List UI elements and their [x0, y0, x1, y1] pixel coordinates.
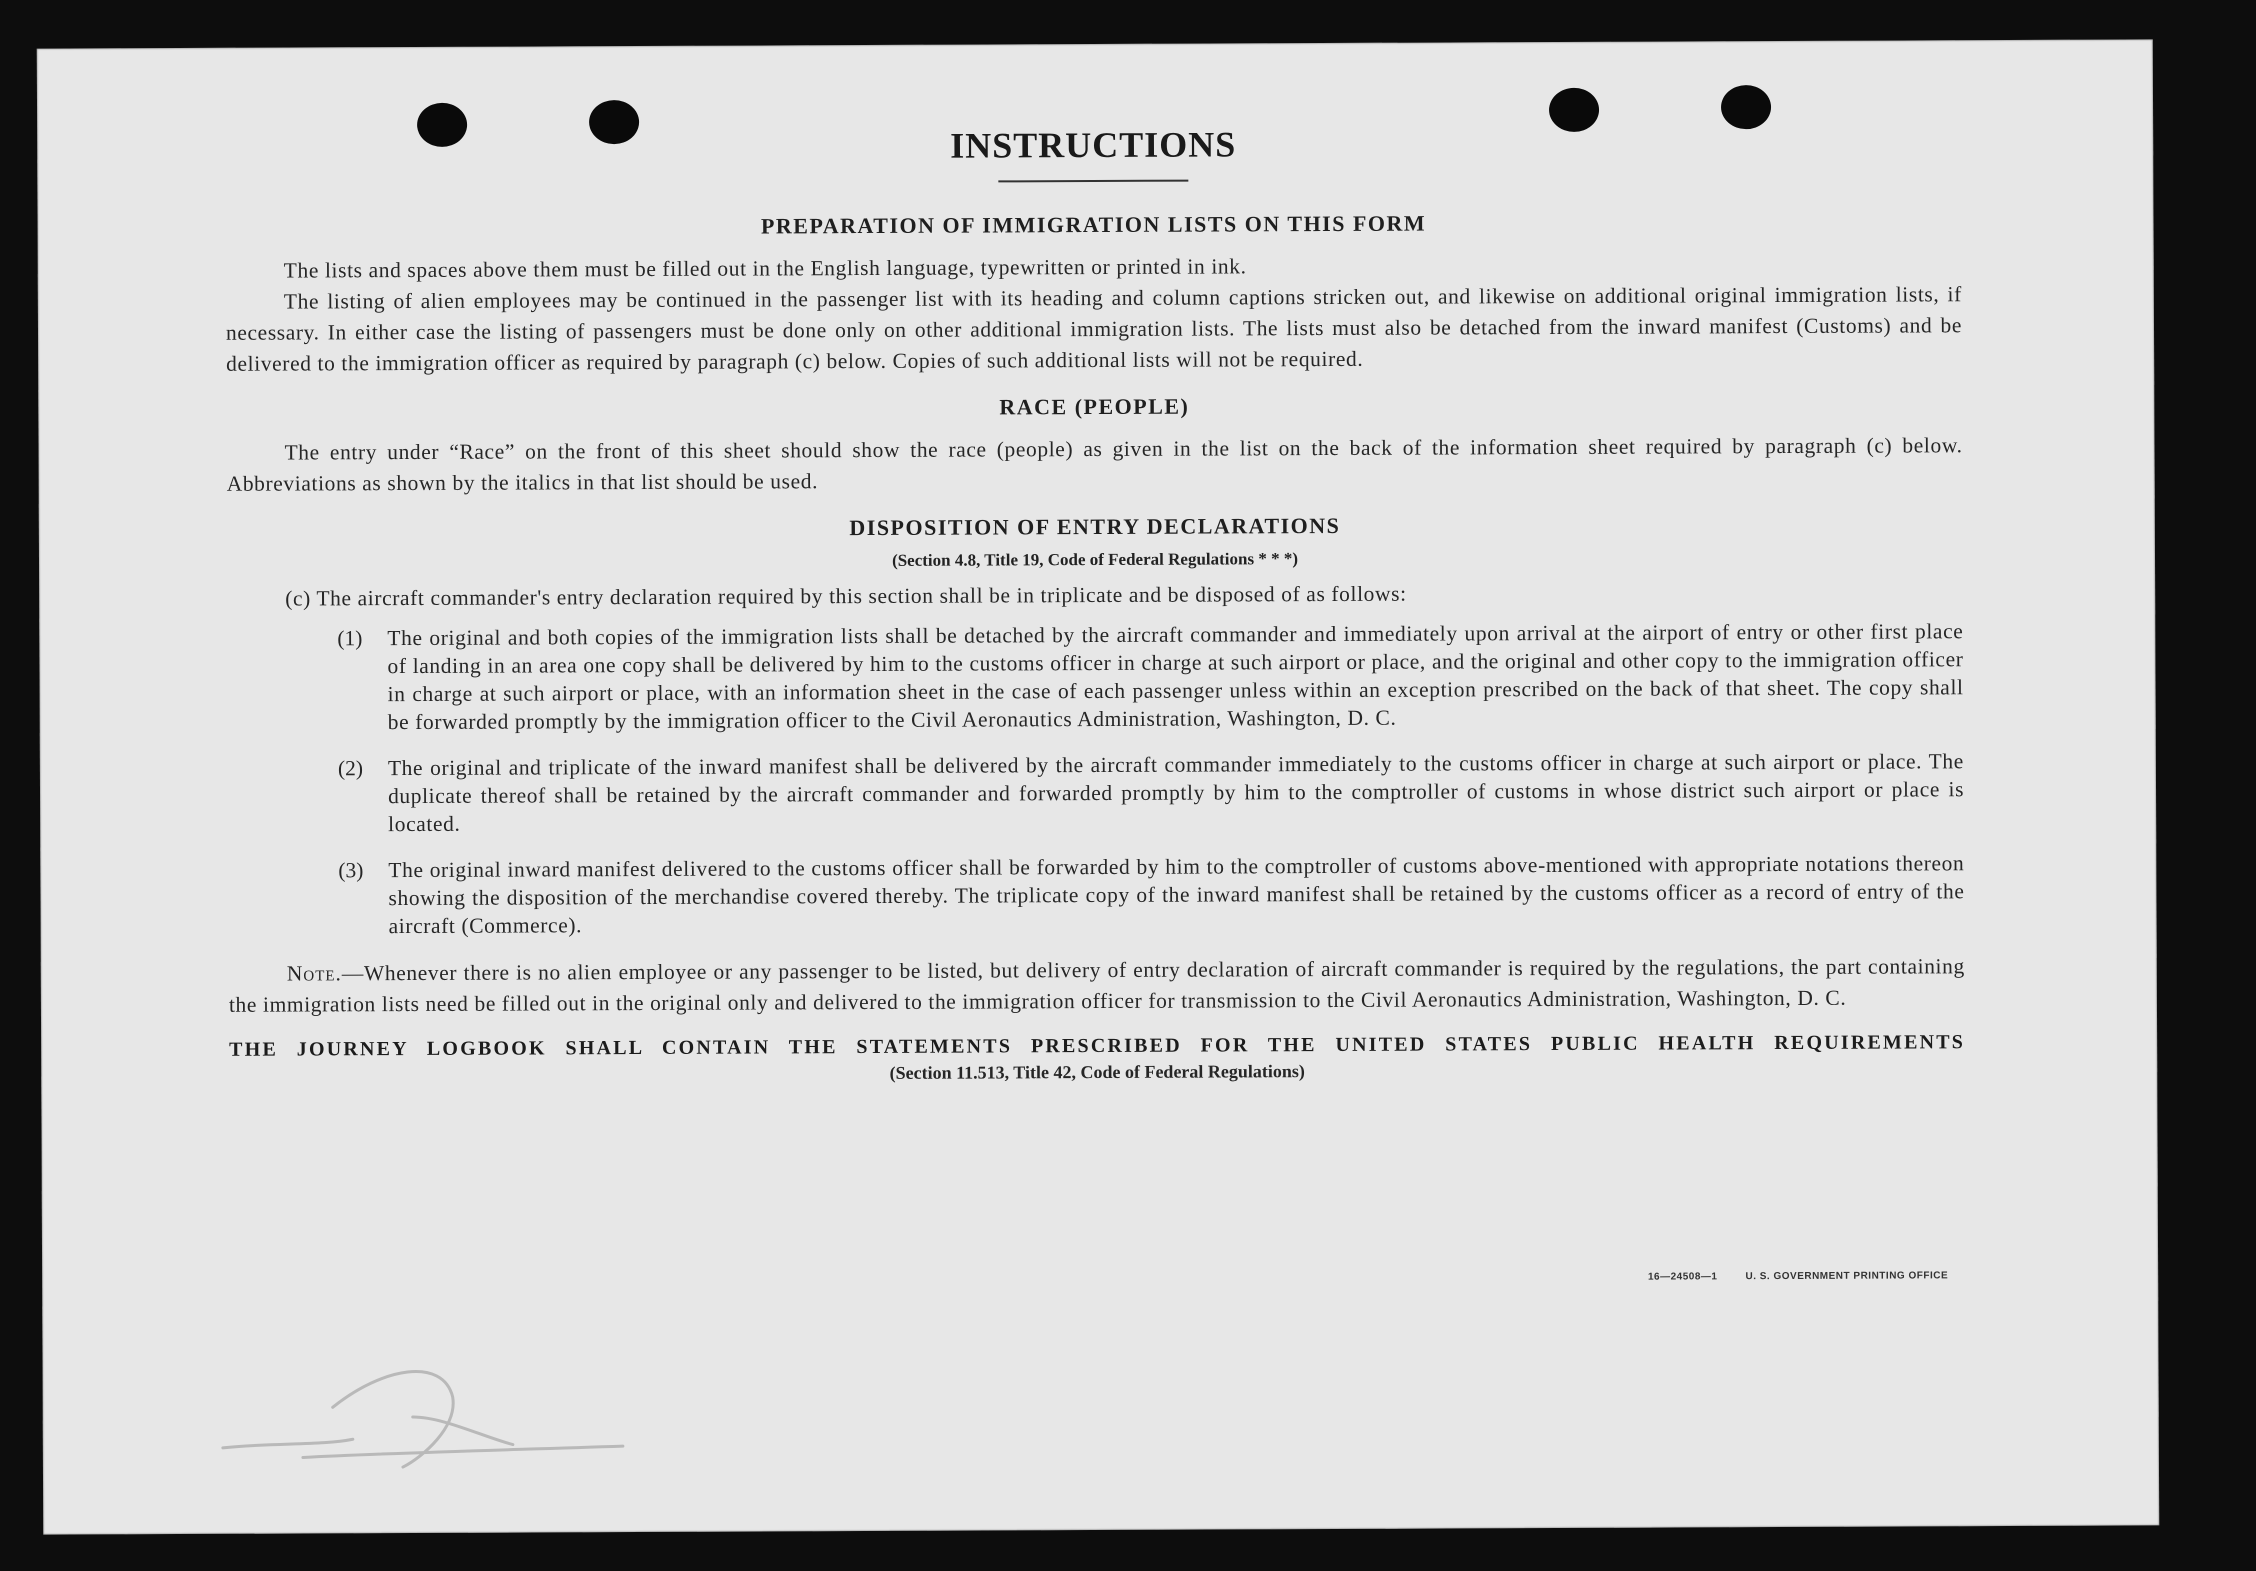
item-number: (1) — [337, 626, 363, 651]
section-heading-disposition: DISPOSITION OF ENTRY DECLARATIONS — [849, 512, 1341, 541]
footer-heading: THE JOURNEY LOGBOOK SHALL CONTAIN THE STATEMENTS PRESCRIBED FOR THE UNITED STATES PUBLIC HEALTH REQUIREMENTS — [229, 1031, 1966, 1061]
title-underline — [998, 180, 1188, 183]
item-text: The original inward manifest delivered to the customs officer shall be forwarded by him to the comptroller of customs above-mentioned with appropriate notations thereon showing the disposition of the merchandise covered thereby. The triplicate copy of the inward manifest shall be retained by the customs officer as a record of entry of the aircraft (Commerce). — [388, 851, 1965, 939]
note-paragraph — [229, 951, 1965, 1021]
paragraph-language: The lists and spaces above them must be filled out in the English language, typewritten or printed in ink. — [283, 254, 1247, 283]
paragraph-alien-employees: The listing of alien employees may be continued in the passenger list with its heading and column captions stricken out, and likewise on additional original immigration lists, if necessary. In either case the listing of passengers must be done only on other additional immigration lists. The lists must also be detached from the inward manifest (Customs) and be delivered to the immigration officer as required by paragraph (c) below. Copies of such additional lists will not be required. — [225, 282, 1963, 376]
printer-imprint — [1620, 1270, 1948, 1282]
footer-citation: (Section 11.513, Title 42, Code of Federal Regulations) — [889, 1061, 1305, 1083]
list-item — [338, 747, 1964, 838]
item-text: The original and triplicate of the inward manifest shall be delivered by the aircraft commander immediately to the customs officer in charge at such airport or place. The duplicate thereof shall be retained by the aircraft commander and forwarded promptly by him to the comptroller of customs in whose district such airport or place is located. — [387, 749, 1965, 837]
item-number: (2) — [337, 756, 364, 781]
printer-name: U. S. GOVERNMENT PRINTING OFFICE — [1745, 1270, 1949, 1283]
clause-c: (c) The aircraft commander's entry declaration required by this section shall be in triplicate and be disposed of as follows: — [285, 581, 1407, 611]
section-citation: (Section 4.8, Title 19, Code of Federal Regulations * * *) — [891, 549, 1299, 570]
note-text: —Whenever there is no alien employee or any passenger to be listed, but delivery of entry declaration of aircraft commander is required by the regulations, the part containing the immigration lists need be filled out in the original only and delivered to the immigration officer for transmission to the Civil Aeronautics Administration, Washington, D. C. — [228, 954, 1965, 1017]
document-page — [37, 39, 2159, 1534]
form-number: 16—24508—1 — [1647, 1271, 1718, 1283]
paragraph-race: The entry under “Race” on the front of this sheet should show the race (people) as given in the list on the back of the information sheet required by paragraph (c) below. Abbreviations as shown by the italics in that list should be used. — [226, 433, 1963, 496]
section-heading-preparation: PREPARATION OF IMMIGRATION LISTS ON THIS FORM — [760, 210, 1427, 239]
section-heading-race: RACE (PEOPLE) — [999, 393, 1190, 420]
note-label: Note. — [286, 961, 342, 986]
item-number: (3) — [338, 858, 364, 883]
faint-signature-mark — [182, 1346, 663, 1498]
document-body — [225, 120, 1965, 1087]
page-title: INSTRUCTIONS — [950, 124, 1237, 166]
list-item — [337, 617, 1963, 736]
list-item — [338, 849, 1964, 940]
item-text: The original and both copies of the immigration lists shall be detached by the aircraft commander and immediately upon arrival at the airport of entry or other first place of landing in an area one copy shall be delivered by him to the customs officer in charge at such airport or place, and the original and other copy to the immigration officer in charge at such airport or place, with an information sheet in the case of each passenger unless within an exception prescribed on the back of that sheet. The copy shall be forwarded promptly by the immigration officer to the Civil Aeronautics Administration, Washington, D. C. — [387, 619, 1964, 735]
